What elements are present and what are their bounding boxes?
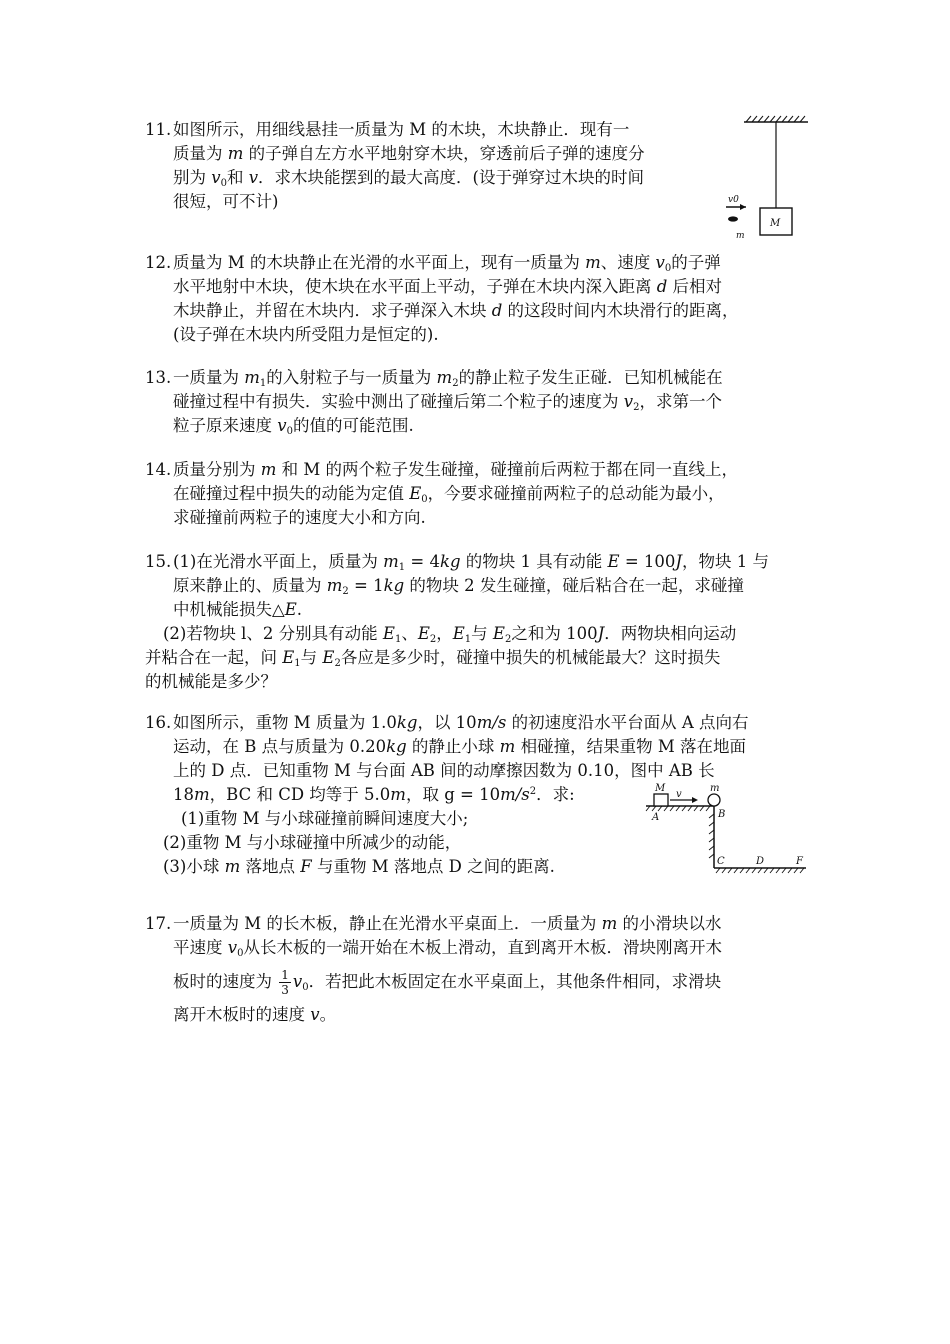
problem-11: [145, 118, 725, 214]
velocity-v0-label: v0: [728, 195, 739, 205]
problem-12: [145, 251, 825, 347]
problem-line: 中机械能损失△E.: [173, 600, 302, 619]
problem-line: 运动，在 B 点与质量为 0.20kg 的静止小球 m 相碰撞，结果重物 M 落在地面: [173, 737, 746, 756]
problem-number: 12.: [145, 253, 172, 272]
problem-line: 别为 $v_0$和 v．求木块能摆到的最大高度．(设于弹穿过木块的时间: [173, 168, 644, 189]
problem-line: 在碰撞过程中损失的动能为定值 $E_0$，今要求碰撞前两粒子的总动能为最小，: [173, 484, 725, 505]
problem-line: 16. 如图所示，重物 M 质量为 1.0kg，以 10m/s 的初速度沿水平台面从 A 点向右: [145, 711, 825, 735]
problem-line: 18m，BC 和 CD 均等于 5.0m，取 $g = 10m/s^2$．求:: [173, 785, 575, 804]
problem-line: 木块静止，并留在木块内．求子弹深入木块 d 的这段时间内木块滑行的距离，: [173, 301, 739, 320]
problem-line: (1)重物 M 与小球碰撞前瞬间速度大小;: [181, 809, 469, 828]
problem-number: 13.: [145, 368, 172, 387]
problem-line: 13. 一质量为 $m_1$的入射粒子与一质量为 $m_2$的静止粒子发生正碰．已知机械能在: [145, 368, 723, 389]
fig-A-label: A: [652, 812, 660, 823]
problem-line: 17. 一质量为 M 的长木板，静止在光滑水平桌面上．一质量为 m 的小滑块以水: [145, 912, 825, 936]
problem-number: 11.: [145, 120, 172, 139]
problem-line: (2)重物 M 与小球碰撞中所减少的动能，: [163, 833, 462, 852]
problem-number: 16.: [145, 713, 172, 732]
fig-M-label: M: [655, 783, 666, 794]
problem-line: 14. 质量分别为 m 和 M 的两个粒子发生碰撞，碰撞前后两粒于都在同一直线上，: [145, 458, 825, 482]
problem-number: 15.: [145, 552, 172, 571]
problem-line: 11. 如图所示，用细线悬挂一质量为 M 的木块，木块静止．现有一: [145, 118, 725, 142]
problem-17: [145, 912, 825, 1027]
problem-line: 水平地射中木块，使木块在水平面上平动，子弹在木块内深入距离 d 后相对: [173, 277, 723, 296]
problem-line: 平速度 $v_0$从长木板的一端开始在木板上滑动，直到离开木板．滑块刚离开木: [173, 938, 722, 959]
problem-line: 的机械能是多少？: [145, 672, 277, 691]
problem-line: (3)小球 m 落地点 F 与重物 M 落地点 D 之间的距离.: [163, 857, 555, 876]
block-M-label: M: [770, 218, 781, 229]
fraction-one-third: $\frac{1}{3}$: [281, 968, 289, 997]
fig-F-label: F: [796, 856, 803, 867]
problem-line: 15. (1)在光滑水平面上，质量为 $m_1 = 4kg$ 的物块 1 具有动能 E = 100J，物块 1 与: [145, 552, 770, 573]
problem-14: [145, 458, 825, 530]
problem-line: 12. 质量为 M 的木块静止在光滑的水平面上，现有一质量为 m、速度 $v_0$的子弹: [145, 253, 721, 274]
problem-line: 离开木板时的速度 v。: [173, 1005, 337, 1024]
problem-line: 并粘合在一起，问 $E_1$与 $E_2$各应是多少时，碰撞中损失的机械能最大？这时损失: [145, 648, 721, 669]
problem-13: [145, 366, 825, 438]
problem-line: 很短，可不计): [173, 192, 279, 211]
fig-m-label: m: [710, 783, 720, 794]
table-collision-figure: [640, 780, 810, 876]
problem-line: (2)若物块 l、2 分别具有动能 $E_1$、$E_2$，$E_1$与 $E_2$之和为 100J．两物块相向运动: [163, 624, 737, 645]
problem-line: 碰撞过程中有损失．实验中测出了碰撞后第二个粒子的速度为 $v_2$，求第一个: [173, 392, 722, 413]
problem-line: 粒子原来速度 $v_0$的值的可能范围.: [173, 416, 414, 437]
fig-B-label: B: [718, 809, 726, 820]
pendulum-figure: [722, 112, 810, 244]
problem-line: 上的 D 点．已知重物 M 与台面 AB 间的动摩擦因数为 0.10，图中 AB 长: [173, 761, 715, 780]
problem-line: 求碰撞前两粒子的速度大小和方向.: [173, 508, 426, 527]
fig-v-label: v: [676, 789, 682, 800]
bullet-m-label: m: [736, 231, 745, 241]
problem-line: 原来静止的、质量为 $m_2 = 1kg$ 的物块 2 发生碰撞，碰后粘合在一起，求碰撞: [173, 576, 744, 597]
problem-number: 17.: [145, 914, 172, 933]
problem-line: (设子弹在木块内所受阻力是恒定的).: [173, 325, 439, 344]
problem-line: 板时的速度为 $\frac{1}{3}$ $v_0$．若把此木板固定在水平桌面上，其他条件相同，求滑块: [173, 968, 722, 997]
problem-line: 质量为 m 的子弹自左方水平地射穿木块，穿透前后子弹的速度分: [173, 144, 645, 163]
problem-15: [145, 550, 825, 694]
fig-C-label: C: [717, 856, 725, 867]
fig-D-label: D: [756, 856, 765, 867]
problem-number: 14.: [145, 460, 172, 479]
